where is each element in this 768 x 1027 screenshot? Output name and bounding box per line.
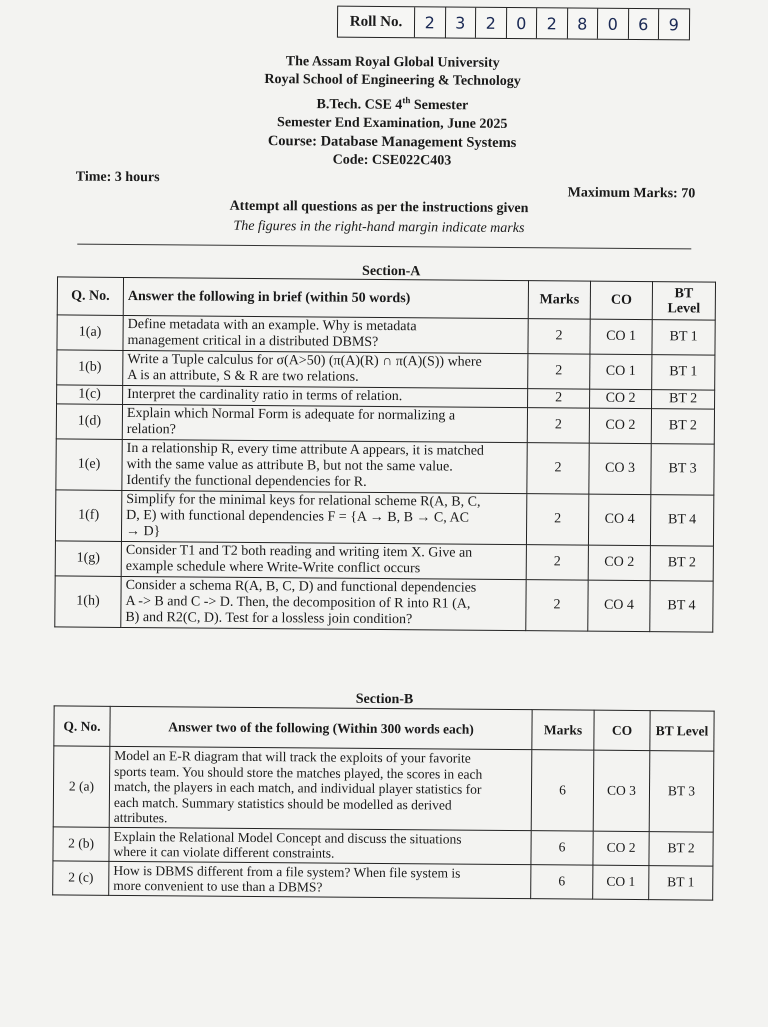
question-bt: BT 3	[649, 751, 714, 832]
question-number: 1(g)	[55, 541, 121, 577]
section-b-table	[52, 705, 714, 900]
roll-digit: 0	[506, 8, 537, 38]
roll-digit: 2	[476, 8, 507, 38]
col-bt: BT Level	[652, 282, 715, 320]
instruction-line-2: The figures in the right-hand margin indicate marks	[233, 218, 525, 237]
question-line: each match. Summary statistics should be modelled as derived	[113, 794, 452, 813]
question-marks: 2	[527, 408, 589, 443]
question-row	[53, 860, 713, 899]
question-row	[56, 404, 714, 444]
question-text	[122, 404, 527, 442]
question-marks: 2	[526, 494, 588, 545]
question-marks: 2	[528, 354, 590, 389]
question-marks: 2	[527, 443, 589, 494]
question-number: 1(h)	[55, 576, 121, 628]
question-co: CO 3	[589, 443, 651, 494]
question-line: Interpret the cardinality ratio in terms of relation.	[127, 386, 403, 405]
question-marks: 6	[531, 864, 593, 898]
question-text	[109, 861, 531, 898]
question-row	[55, 541, 713, 581]
question-bt: BT 1	[652, 355, 715, 390]
question-line: A -> B and C -> D. Then, the decomposition of R into R1 (A,	[125, 593, 471, 612]
question-bt: BT 2	[651, 409, 714, 444]
question-text	[122, 439, 527, 493]
university-name: The Assam Royal Global University	[285, 54, 500, 71]
col-co: CO	[590, 281, 652, 319]
question-number: 1(c)	[57, 385, 123, 405]
section-a-table	[54, 276, 716, 632]
section-a-title: Section-A	[362, 263, 421, 280]
question-co: CO 2	[588, 545, 650, 580]
question-row	[53, 826, 713, 865]
question-number: 2 (b)	[53, 826, 109, 860]
roll-digit: 3	[445, 7, 476, 37]
col-qno: Q. No.	[57, 277, 123, 316]
question-co: CO 2	[590, 389, 652, 408]
exam-header	[202, 53, 583, 172]
col-marks: Marks	[532, 710, 594, 750]
col-bt: BT Level	[650, 711, 714, 752]
program-text: B.Tech. CSE 4	[316, 96, 403, 113]
question-line: Model an E-R diagram that will track the exploits of your favorite	[114, 747, 471, 766]
roll-number-box	[337, 6, 690, 41]
question-co: CO 1	[593, 865, 649, 899]
question-row	[56, 439, 714, 495]
question-line: B) and R2(C, D). Test for a lossless join condition?	[125, 609, 413, 628]
question-co: CO 4	[588, 494, 650, 545]
question-line: How is DBMS different from a file system? When file system is	[113, 862, 461, 881]
question-line: Explain the Relational Model Concept and discuss the situations	[113, 828, 462, 847]
question-number: 1(e)	[56, 439, 122, 491]
question-bt: BT 2	[649, 831, 713, 866]
question-bt: BT 3	[651, 444, 714, 495]
col-marks: Marks	[528, 281, 590, 319]
question-row	[55, 576, 713, 632]
course-code: Code: CSE022C403	[332, 152, 452, 169]
question-co: CO 2	[589, 408, 651, 443]
question-bt: BT 4	[650, 581, 713, 632]
question-line: attributes.	[113, 809, 168, 826]
question-text	[121, 490, 526, 544]
question-line: In a relationship R, every time attribute A appears, it is matched	[126, 440, 485, 459]
question-bt: BT 2	[652, 390, 715, 409]
question-line: Define metadata with an example. Why is metadata	[127, 316, 417, 335]
question-row	[55, 490, 713, 546]
question-line: sports team. You should store the matches played, the scores in each	[114, 763, 483, 782]
question-number: 1(f)	[55, 490, 121, 542]
question-co: CO 2	[593, 831, 649, 865]
question-line: Explain which Normal Form is adequate for normalizing a	[126, 405, 456, 424]
question-bt: BT 4	[650, 495, 713, 546]
question-line: relation?	[126, 421, 176, 438]
col-qno: Q. No.	[54, 706, 110, 746]
course-name: Course: Database Management Systems	[267, 133, 517, 152]
question-text	[109, 827, 531, 864]
roll-digit: 0	[598, 9, 629, 39]
roll-digit: 2	[537, 8, 568, 38]
question-number: 2 (a)	[53, 746, 110, 827]
question-line: where it can violate different constraints.	[113, 843, 335, 861]
question-text	[123, 315, 528, 353]
program-tail: Semester	[410, 97, 469, 114]
question-text	[123, 350, 528, 388]
question-row	[57, 315, 715, 355]
roll-digit: 8	[567, 8, 598, 38]
question-line: with the same value as attribute B, but not the same value.	[126, 456, 453, 475]
question-bt: BT 2	[650, 546, 713, 581]
school-name: Royal School of Engineering & Technology	[264, 72, 521, 90]
question-row	[57, 350, 715, 390]
roll-digit: 6	[628, 9, 659, 39]
program-line	[202, 89, 582, 116]
question-line: Simplify for the minimal keys for relational scheme R(A, B, C,	[126, 491, 481, 510]
question-text	[121, 576, 526, 630]
question-line: Consider a schema R(A, B, C, D) and functional dependencies	[125, 577, 477, 596]
question-co: CO 1	[590, 319, 652, 354]
question-marks: 2	[528, 319, 590, 354]
question-line: match, the players in each match, and individual player statistics for	[113, 778, 482, 797]
question-line: Identify the functional dependencies for R.	[126, 472, 367, 490]
col-co: CO	[594, 710, 650, 750]
question-co: CO 4	[588, 580, 650, 631]
question-text	[109, 746, 532, 830]
question-bt: BT 1	[649, 865, 713, 900]
question-line: → D}	[125, 523, 161, 540]
col-question: Answer the following in brief (within 50 words)	[123, 277, 528, 318]
question-line: A is an attribute, S & R are two relations.	[127, 367, 359, 385]
program-sup: th	[402, 94, 411, 106]
exam-name: Semester End Examination, June 2025	[277, 115, 508, 132]
exam-time: Time: 3 hours	[75, 169, 160, 186]
question-co: CO 3	[593, 750, 650, 831]
col-question: Answer two of the following (Within 300 words each)	[110, 706, 532, 749]
maximum-marks: Maximum Marks: 70	[567, 185, 696, 202]
instruction-line-1: Attempt all questions as per the instructions given	[229, 198, 529, 217]
question-line: Write a Tuple calculus for σ(A>50) (π(A)(R) ∩ π(A)(S)) where	[127, 351, 482, 370]
question-number: 1(a)	[57, 315, 123, 351]
question-marks: 2	[528, 389, 590, 408]
roll-digit: 2	[415, 7, 446, 37]
question-marks: 2	[526, 545, 588, 580]
question-line: example schedule where Write-Write conflict occurs	[125, 558, 421, 577]
question-marks: 6	[531, 830, 593, 864]
section-b-title: Section-B	[355, 691, 414, 708]
question-row	[53, 746, 714, 832]
question-bt: BT 1	[652, 320, 715, 355]
question-text	[121, 541, 526, 579]
question-line: D, E) with functional dependencies F = {A → B, B → C, AC	[126, 507, 470, 526]
roll-digit: 9	[668, 14, 679, 34]
divider	[77, 244, 691, 250]
question-line: more convenient to use than a DBMS?	[113, 877, 323, 895]
question-co: CO 1	[590, 354, 652, 389]
question-marks: 6	[531, 750, 594, 831]
question-number: 1(b)	[57, 350, 123, 386]
question-line: management critical in a distributed DBMS?	[127, 332, 379, 350]
question-number: 1(d)	[56, 404, 122, 440]
roll-number-label: Roll No.	[338, 7, 415, 38]
question-line: Consider T1 and T2 both reading and writing item X. Give an	[125, 542, 473, 561]
question-marks: 2	[526, 580, 588, 631]
question-number: 2 (c)	[53, 860, 109, 894]
